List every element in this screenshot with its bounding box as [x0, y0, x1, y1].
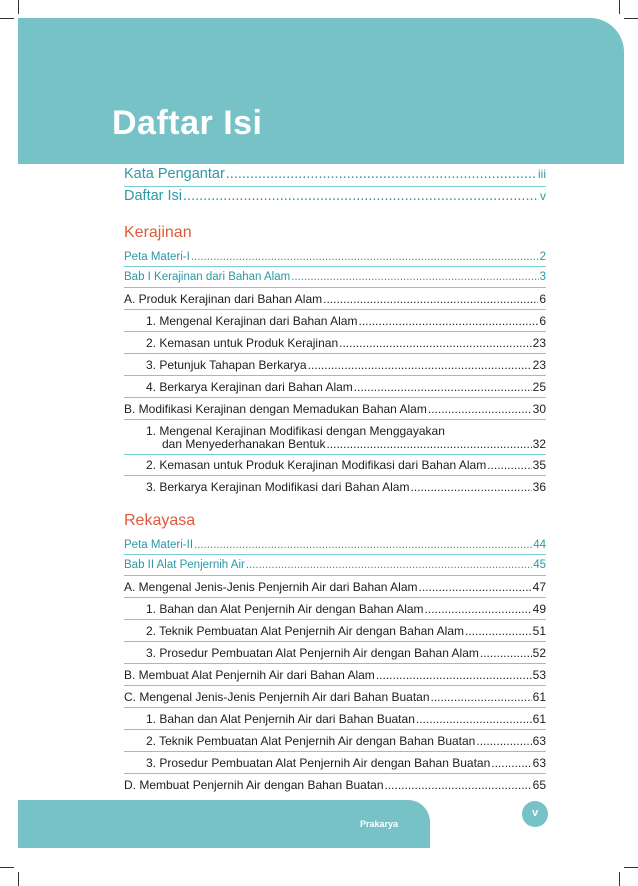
toc-leader — [425, 602, 532, 616]
crop-mark — [0, 867, 14, 868]
toc-page: 23 — [532, 336, 546, 350]
footer-label: Prakarya — [360, 819, 399, 829]
toc-leader — [308, 358, 532, 372]
toc-rule — [124, 375, 546, 376]
toc-page: 6 — [539, 292, 546, 306]
page-title: Daftar Isi — [112, 104, 263, 142]
toc-entry[interactable] — [124, 778, 546, 792]
toc-leader — [194, 539, 532, 551]
toc-leader — [323, 292, 538, 306]
toc-label: B. Modifikasi Kerajinan dengan Memadukan Bahan Alam — [124, 402, 427, 416]
toc-rule — [124, 419, 546, 420]
toc-label: 4. Berkarya Kerajinan dari Bahan Alam — [146, 380, 353, 394]
toc-leader — [491, 756, 531, 770]
toc-leader — [376, 668, 532, 682]
toc-entry[interactable] — [146, 336, 546, 350]
toc-page: 35 — [532, 458, 546, 472]
toc-rule — [124, 554, 546, 555]
page-number-badge: v — [522, 801, 548, 827]
crop-mark — [619, 872, 620, 886]
toc-rule — [124, 729, 546, 730]
toc-entry[interactable] — [146, 380, 546, 394]
toc-entry[interactable] — [146, 624, 546, 638]
toc-label: 1. Mengenal Kerajinan dari Bahan Alam — [146, 314, 358, 328]
toc-leader — [339, 336, 532, 350]
toc-entry-bab[interactable] — [124, 271, 546, 283]
toc-label-line1[interactable]: 1. Mengenal Kerajinan Modifikasi dengan Menggayakan — [146, 424, 445, 438]
toc-leader — [246, 559, 532, 571]
toc-entry[interactable] — [146, 480, 546, 494]
toc-entry[interactable] — [146, 458, 546, 472]
toc-label: Kata Pengantar — [124, 166, 225, 182]
crop-mark — [18, 0, 19, 14]
toc-rule — [124, 597, 546, 598]
toc-page: 30 — [532, 402, 546, 416]
toc-rule — [124, 663, 546, 664]
toc-rule — [124, 331, 546, 332]
toc-page: 36 — [532, 480, 546, 494]
toc-entry[interactable] — [124, 402, 546, 416]
toc-label: 2. Teknik Pembuatan Alat Penjernih Air dengan Bahan Alam — [146, 624, 464, 638]
toc-page: 63 — [532, 734, 546, 748]
toc-rule — [124, 309, 546, 310]
toc-rule — [124, 575, 546, 576]
toc-entry[interactable] — [146, 314, 546, 328]
toc-leader — [465, 624, 532, 638]
toc-label: C. Mengenal Jenis-Jenis Penjernih Air dari Bahan Buatan — [124, 690, 430, 704]
toc-entry-daftar-isi[interactable] — [124, 188, 546, 204]
toc-leader — [191, 251, 539, 263]
toc-page: 61 — [532, 712, 546, 726]
toc-page: 32 — [532, 437, 546, 451]
crop-mark — [624, 867, 638, 868]
toc-rule — [124, 266, 546, 267]
toc-label: 3. Prosedur Pembuatan Alat Penjernih Air dengan Bahan Alam — [146, 646, 479, 660]
toc-label: 3. Prosedur Pembuatan Alat Penjernih Air dengan Bahan Buatan — [146, 756, 491, 770]
toc-leader — [291, 271, 538, 283]
toc-entry-kata-pengantar[interactable] — [124, 166, 546, 182]
toc-page: v — [540, 189, 546, 203]
toc-leader — [354, 380, 532, 394]
toc-label: 3. Petunjuk Tahapan Berkarya — [146, 358, 307, 372]
toc-label: dan Menyederhanakan Bentuk — [162, 437, 326, 451]
toc-rule — [124, 751, 546, 752]
toc-rule — [124, 475, 546, 476]
toc-entry[interactable] — [146, 602, 546, 616]
toc-rule — [124, 685, 546, 686]
toc-leader — [326, 437, 531, 451]
toc-entry[interactable] — [162, 437, 546, 451]
crop-mark — [619, 0, 620, 14]
toc-page: 65 — [532, 778, 546, 792]
toc-label: Peta Materi-II — [124, 539, 194, 551]
toc-page: 51 — [532, 624, 546, 638]
toc-page: 44 — [533, 539, 546, 551]
section-heading-kerajinan: Kerajinan — [124, 224, 192, 241]
toc-entry[interactable] — [146, 358, 546, 372]
toc-rule — [124, 641, 546, 642]
toc-rule — [124, 773, 546, 774]
toc-entry-peta-materi[interactable] — [124, 251, 546, 263]
toc-label: A. Produk Kerajinan dari Bahan Alam — [124, 292, 323, 306]
toc-page: 49 — [532, 602, 546, 616]
crop-mark — [624, 18, 638, 19]
toc-page: 6 — [539, 314, 546, 328]
toc-label: Peta Materi-I — [124, 251, 190, 263]
toc-page: iii — [538, 167, 546, 181]
toc-label: 2. Kemasan untuk Produk Kerajinan Modifikasi dari Bahan Alam — [146, 458, 487, 472]
toc-label: B. Membuat Alat Penjernih Air dari Bahan Alam — [124, 668, 375, 682]
toc-label: 3. Berkarya Kerajinan Modifikasi dari Bahan Alam — [146, 480, 410, 494]
toc-page: 61 — [532, 690, 546, 704]
toc-entry[interactable] — [124, 668, 546, 682]
toc-page: 23 — [532, 358, 546, 372]
toc-rule — [124, 707, 546, 708]
toc-label: A. Mengenal Jenis-Jenis Penjernih Air dari Bahan Alam — [124, 580, 418, 594]
toc-label: Bab I Kerajinan dari Bahan Alam — [124, 271, 291, 283]
toc-leader — [476, 734, 531, 748]
toc-label: 2. Kemasan untuk Produk Kerajinan — [146, 336, 339, 350]
toc-leader — [487, 458, 531, 472]
header-band — [18, 18, 624, 164]
toc-entry[interactable] — [124, 292, 546, 306]
toc-leader — [358, 314, 538, 328]
toc-label: Bab II Alat Penjernih Air — [124, 559, 245, 571]
toc-leader — [428, 402, 532, 416]
toc-leader — [385, 778, 532, 792]
toc-leader — [480, 646, 532, 660]
toc-rule — [124, 619, 546, 620]
toc-entry[interactable] — [146, 712, 546, 726]
toc-leader — [431, 690, 532, 704]
toc-label: 1. Bahan dan Alat Penjernih Air dengan Bahan Alam — [146, 602, 424, 616]
toc-page: 52 — [532, 646, 546, 660]
toc-entry[interactable] — [146, 646, 546, 660]
toc-page: 53 — [532, 668, 546, 682]
toc-leader — [410, 480, 531, 494]
toc-page: 63 — [532, 756, 546, 770]
toc-page: 25 — [532, 380, 546, 394]
toc-label: D. Membuat Penjernih Air dengan Bahan Buatan — [124, 778, 384, 792]
toc-label: 2. Teknik Pembuatan Alat Penjernih Air dengan Bahan Buatan — [146, 734, 476, 748]
toc-page: 45 — [533, 559, 546, 571]
toc-entry[interactable] — [146, 734, 546, 748]
toc-page: 47 — [532, 580, 546, 594]
toc-page: 3 — [539, 271, 546, 283]
crop-mark — [0, 18, 14, 19]
toc-rule — [124, 287, 546, 288]
toc-label: 1. Bahan dan Alat Penjernih Air dari Bahan Buatan — [146, 712, 415, 726]
toc-rule — [124, 397, 546, 398]
toc-entry-bab[interactable] — [124, 559, 546, 571]
toc-leader — [416, 712, 532, 726]
toc-rule — [124, 353, 546, 354]
toc-entry[interactable] — [146, 756, 546, 770]
toc-page: 2 — [539, 251, 546, 263]
toc-leader — [183, 188, 539, 204]
crop-mark — [18, 872, 19, 886]
toc-rule — [124, 454, 546, 455]
toc-entry[interactable] — [124, 690, 546, 704]
toc-leader — [419, 580, 532, 594]
toc-entry[interactable] — [124, 580, 546, 594]
toc-entry-peta-materi[interactable] — [124, 539, 546, 551]
toc-label: Daftar Isi — [124, 188, 183, 204]
section-heading-rekayasa: Rekayasa — [124, 512, 196, 529]
toc-leader — [226, 166, 537, 182]
toc-rule — [124, 186, 546, 187]
